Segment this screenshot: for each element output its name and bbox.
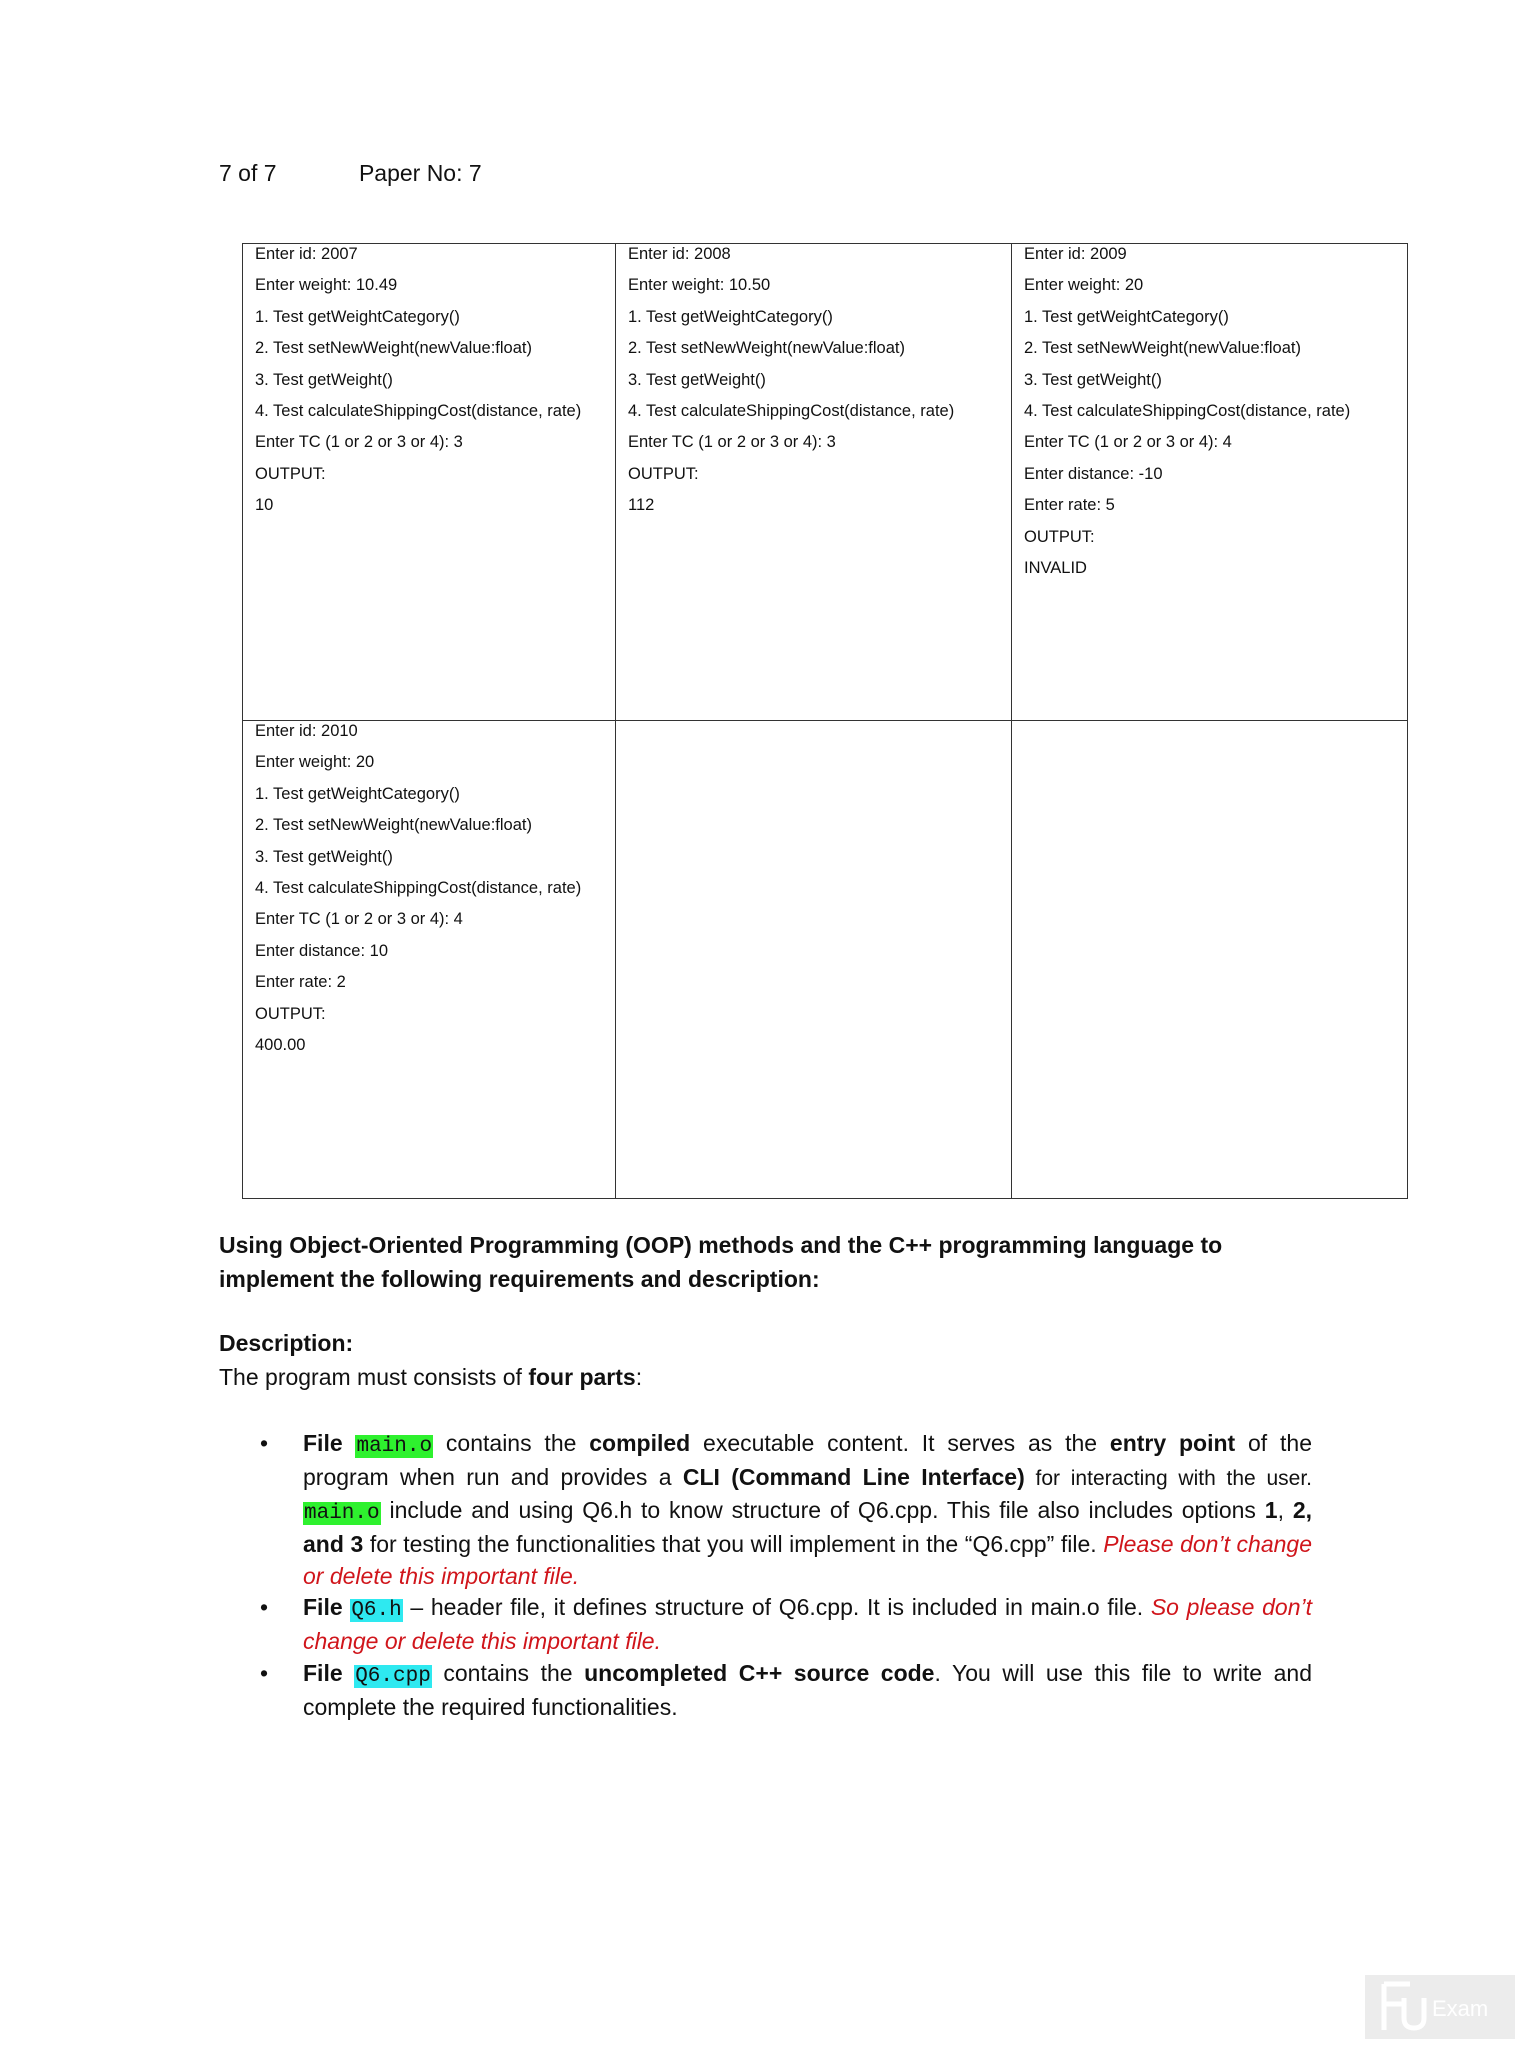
cell-line: 2. Test setNewWeight(newValue:float) [1024, 339, 1301, 358]
fu-exam-logo-icon [1370, 1978, 1510, 2036]
cell-line: OUTPUT: [255, 464, 326, 483]
text: include and using Q6.h to know structure of Q6.cpp. This file also includes options [380, 1496, 1265, 1523]
cell-line: 1. Test getWeightCategory() [255, 307, 460, 326]
text: for interacting with the user. [1024, 1467, 1312, 1491]
cell-line: 400.00 [255, 1035, 306, 1054]
file-label: File [303, 1659, 343, 1686]
file-list [260, 1428, 1312, 1724]
bold-text: 2, and 3 [303, 1496, 1313, 1558]
cell-line: Enter distance: -10 [1024, 464, 1163, 483]
intro-line: implement the following requirements and description: [219, 1266, 820, 1292]
filename-q6-cpp: Q6.cpp [355, 1664, 431, 1688]
list-item-q6-cpp [260, 1658, 1312, 1724]
text: contains the [433, 1430, 590, 1456]
warning-text: Please don’t change or delete this important file. [303, 1531, 1312, 1589]
cell-line: OUTPUT: [255, 1004, 326, 1023]
test-case-cell-2007 [243, 244, 616, 721]
bold-text: 1 [1264, 1496, 1278, 1523]
cell-line: 4. Test calculateShippingCost(distance, rate) [628, 401, 955, 420]
text: executable content. It serves as the [690, 1430, 1110, 1456]
cell-line: Enter distance: 10 [255, 941, 388, 960]
task-intro [219, 1228, 1319, 1296]
text: . You will use this file to write and complete the required functionalities. [303, 1659, 1313, 1721]
cell-line: Enter TC (1 or 2 or 3 or 4): 3 [628, 433, 836, 452]
text: , [1277, 1496, 1293, 1523]
cell-line: 10 [255, 496, 274, 515]
page-header [219, 160, 482, 187]
description-text-part: : [635, 1364, 643, 1390]
cell-line: Enter rate: 2 [255, 973, 346, 992]
text: of the program when run and provides a [303, 1430, 1313, 1491]
bold-text: uncompleted C++ source code [584, 1659, 935, 1686]
four-parts-emphasis: four parts [528, 1364, 636, 1390]
cell-line: Enter TC (1 or 2 or 3 or 4): 3 [255, 433, 463, 452]
page-number: 7 of 7 [219, 160, 277, 186]
intro-line: Using Object-Oriented Programming (OOP) methods and the C++ programming language to [219, 1232, 1223, 1258]
description-text-part: The program must consists of [219, 1364, 529, 1390]
test-case-table [242, 243, 1408, 1199]
logo-text: Exam [1432, 1996, 1489, 2021]
description-heading: Description: [219, 1330, 354, 1356]
text: – header file, it defines structure of Q6.cpp. It is included in main.o file. [402, 1594, 1151, 1621]
test-case-cell-2008 [616, 244, 1012, 721]
cell-line: Enter rate: 5 [1024, 496, 1115, 515]
description-text [219, 1364, 642, 1391]
cell-line: 3. Test getWeight() [1024, 370, 1162, 389]
cell-line: 2. Test setNewWeight(newValue:float) [628, 339, 905, 358]
file-label: File [303, 1594, 343, 1621]
cell-line: Enter weight: 10.50 [628, 276, 771, 295]
bullet-icon: • [260, 1659, 269, 1686]
cell-line: 1. Test getWeightCategory() [255, 784, 460, 803]
cell-line: Enter id: 2007 [255, 245, 358, 263]
empty-cell [1012, 721, 1408, 1199]
cell-line: Enter weight: 20 [255, 753, 375, 772]
cell-line: 3. Test getWeight() [255, 370, 393, 389]
cell-line: 3. Test getWeight() [628, 370, 766, 389]
bullet-icon: • [260, 1430, 269, 1456]
cell-line: Enter weight: 10.49 [255, 276, 398, 295]
list-item-main-o [260, 1428, 1312, 1592]
paper-number: Paper No: 7 [358, 160, 482, 186]
cell-line: 112 [628, 496, 655, 515]
text: for testing the functionalities that you will implement in the “Q6.cpp” file. [363, 1531, 1104, 1558]
cell-line: Enter id: 2010 [255, 722, 358, 740]
filename-main-o: main.o [356, 1435, 433, 1458]
watermark-logo [1365, 1975, 1515, 2039]
cell-line: 4. Test calculateShippingCost(distance, rate) [255, 878, 582, 897]
cell-line: 1. Test getWeightCategory() [628, 307, 833, 326]
cell-line: 1. Test getWeightCategory() [1024, 307, 1229, 326]
filename-q6-h: Q6.h [351, 1599, 402, 1623]
cell-line: 4. Test calculateShippingCost(distance, rate) [1024, 401, 1351, 420]
file-label: File [303, 1430, 343, 1456]
cell-line: Enter id: 2008 [628, 245, 731, 263]
cell-line: Enter TC (1 or 2 or 3 or 4): 4 [1024, 433, 1232, 452]
cell-line: OUTPUT: [1024, 527, 1095, 546]
cell-line: 4. Test calculateShippingCost(distance, rate) [255, 401, 582, 420]
bold-text: compiled [589, 1430, 691, 1456]
list-item-q6-h [260, 1592, 1312, 1658]
bold-text: CLI (Command Line Interface) [682, 1464, 1025, 1491]
bold-text: entry point [1109, 1430, 1236, 1456]
bullet-icon: • [260, 1594, 269, 1621]
filename-main-o: main.o [304, 1501, 380, 1525]
warning-text: So please don’t change or delete this important file. [303, 1594, 1312, 1655]
cell-line: Enter weight: 20 [1024, 276, 1144, 295]
cell-line: Enter id: 2009 [1024, 245, 1127, 263]
cell-line: Enter TC (1 or 2 or 3 or 4): 4 [255, 910, 463, 929]
cell-line: OUTPUT: [628, 464, 699, 483]
cell-line: 2. Test setNewWeight(newValue:float) [255, 339, 532, 358]
cell-line: 2. Test setNewWeight(newValue:float) [255, 816, 532, 835]
cell-line: INVALID [1024, 558, 1087, 577]
text: contains the [431, 1659, 585, 1686]
cell-line: 3. Test getWeight() [255, 847, 393, 866]
test-case-cell-2009 [1012, 244, 1408, 721]
empty-cell [616, 721, 1012, 1199]
test-case-cell-2010 [243, 721, 616, 1199]
table-row [243, 721, 1408, 1199]
table-row [243, 244, 1408, 721]
